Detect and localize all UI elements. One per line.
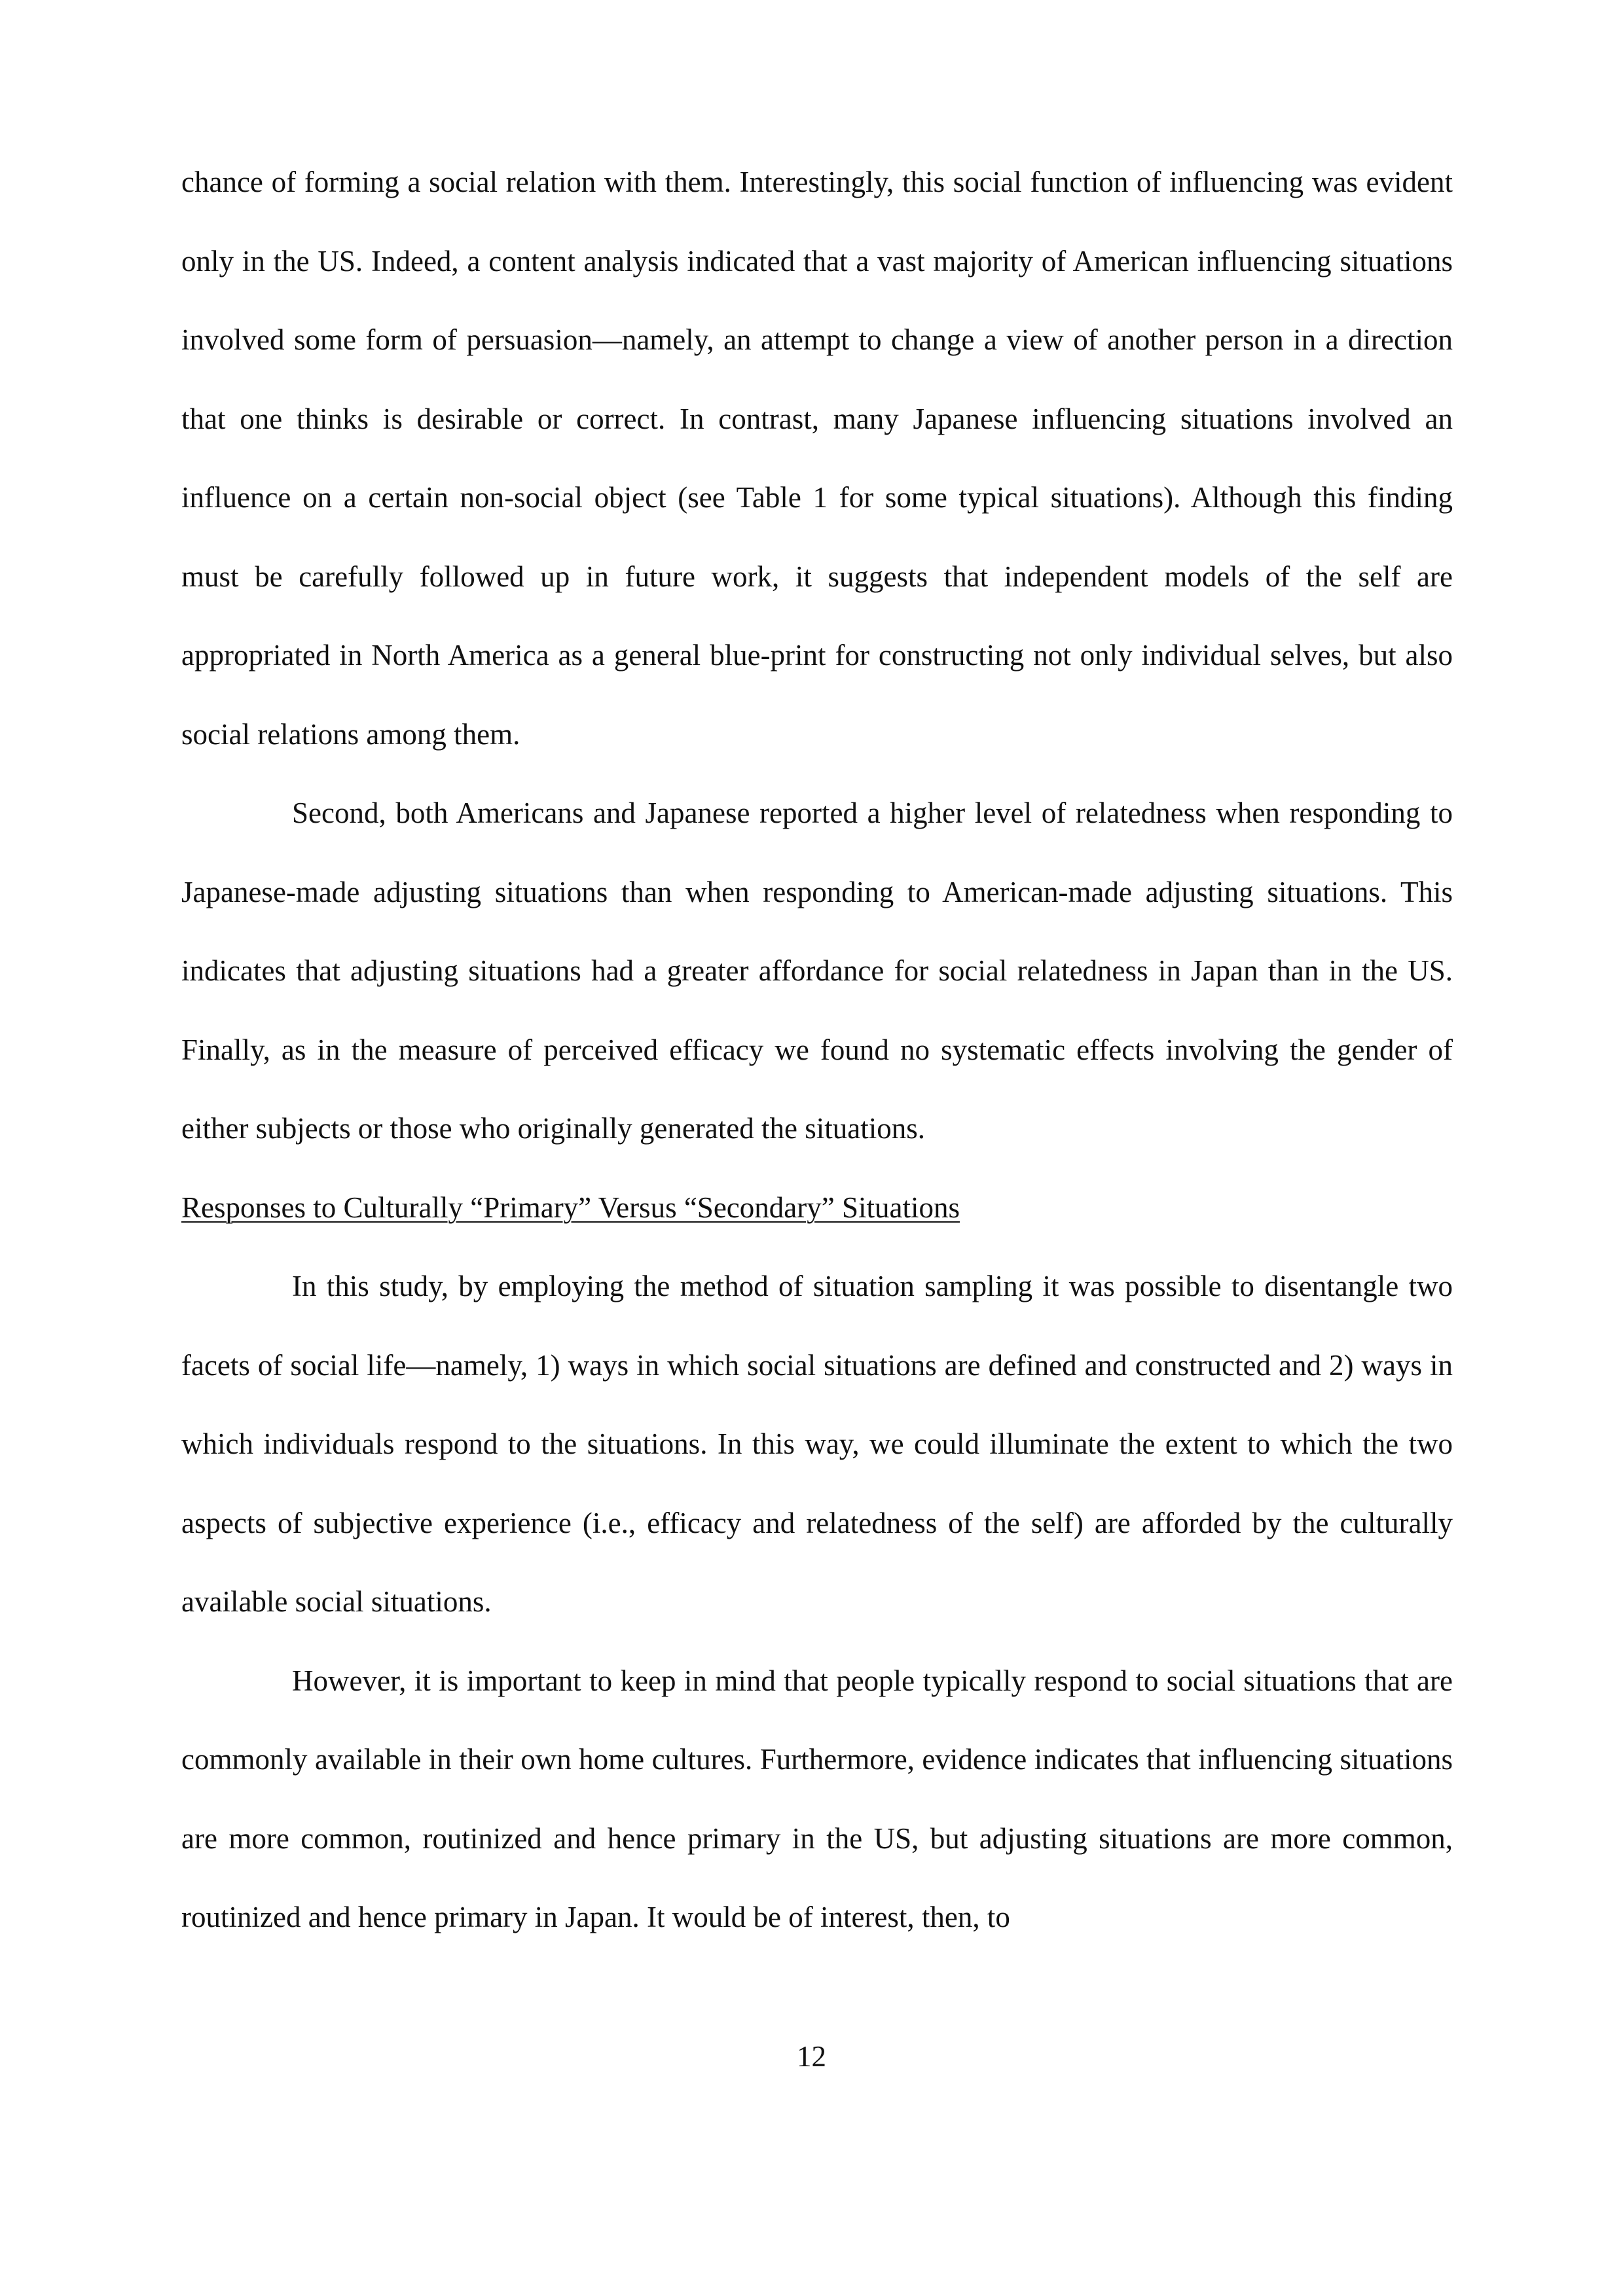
body-text (181, 143, 1453, 1957)
paragraph-situation-sampling: In this study, by employing the method of situation sampling it was possible to disentangle two facets of social life—namely, 1) ways in which social situations are defined and constructed and 2) ways in which individuals respond to the situations. In this way, we could illuminate the extent to which the two aspects of subjective experience (i.e., efficacy and relatedness of the self) are afforded by the culturally available social situations. (181, 1270, 1453, 1618)
paragraph-relatedness-results: Second, both Americans and Japanese reported a higher level of relatedness when responding to Japanese-made adjusting situations than when responding to American-made adjusting situations. This indicates that adjusting situations had a greater affordance for social relatedness in Japan than in the US. Finally, as in the measure of perceived efficacy we found no systematic effects involving the gender of either subjects or those who originally generated the situations. (181, 797, 1453, 1145)
paragraph-home-cultures: However, it is important to keep in mind that people typically respond to social situations that are commonly available in their own home cultures. Furthermore, evidence indicates that influencing situations are more common, routinized and hence primary in the US, but adjusting situations are more common, routinized and hence primary in Japan. It would be of interest, then, to (181, 1664, 1453, 1933)
section-heading: Responses to Culturally “Primary” Versus “Secondary” Situations (181, 1191, 960, 1224)
paragraph-continuation: chance of forming a social relation with them. Interestingly, this social function of influencing was evident only in the US. Indeed, a content analysis indicated that a vast majority of American influencing situations involved some form of persuasion—namely, an attempt to change a view of another person in a direction that one thinks is desirable or correct. In contrast, many Japanese influencing situations involved an influence on a certain non-social object (see Table 1 for some typical situations). Although this finding must be carefully followed up in future work, it suggests that independent models of the self are appropriated in North America as a general blue-print for constructing not only individual selves, but also social relations among them. (181, 166, 1453, 751)
page-number: 12 (797, 2040, 826, 2073)
